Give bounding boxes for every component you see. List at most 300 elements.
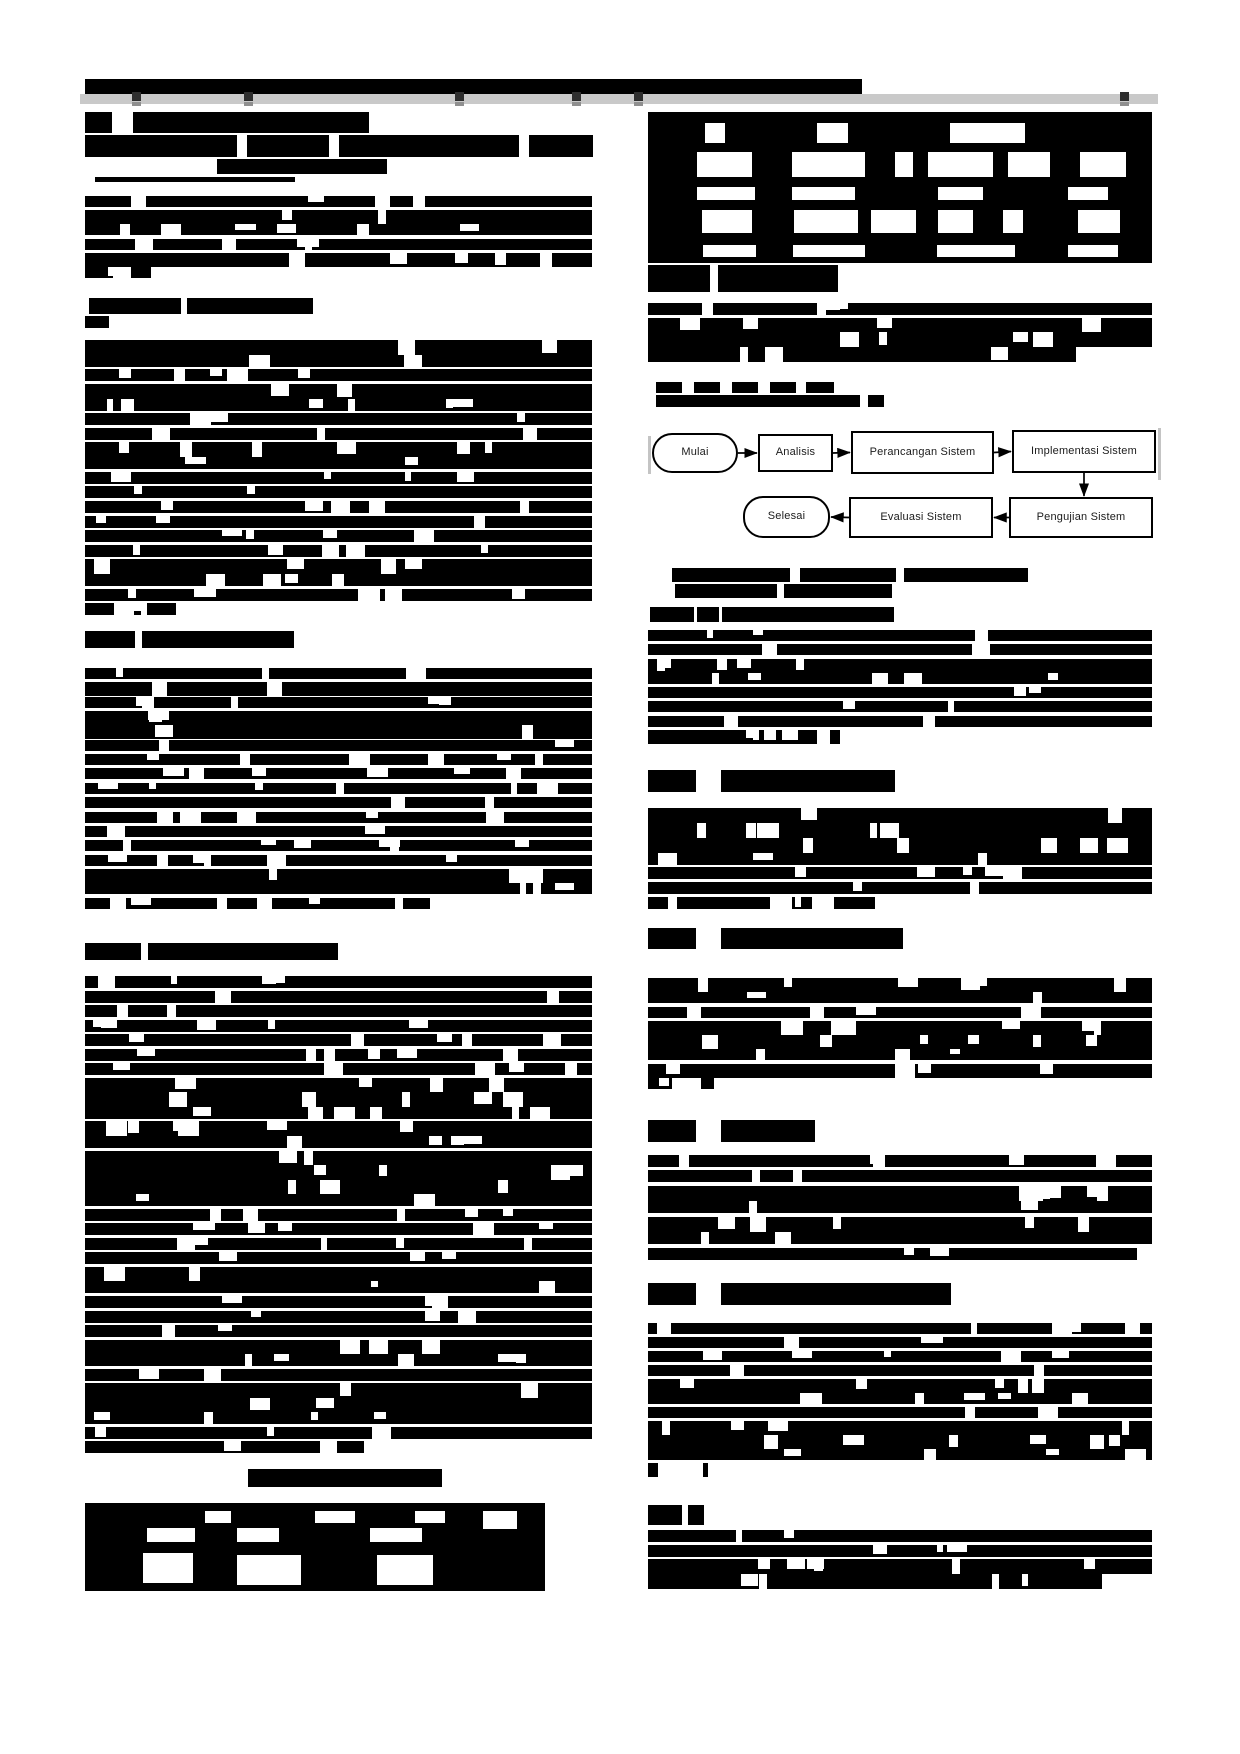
redaction-word-gap [197,1020,216,1030]
redaction-word-gap [252,768,266,776]
redaction-word-gap [348,399,355,411]
redaction-word-gap [327,545,337,557]
redaction-line-left [85,826,592,837]
redaction-word-gap [267,682,282,696]
redaction-word-gap [537,783,559,794]
redaction-word-gap [104,1267,126,1282]
redaction-word-gap [757,823,779,838]
redaction-word-gap [108,855,127,862]
redaction-word-gap [169,1092,186,1107]
redaction-line-left [85,1427,592,1439]
redaction-line-right [648,1201,1152,1213]
redaction-bar-right [732,382,758,393]
redaction-word-gap [972,644,991,655]
redaction-word-gap [267,855,285,866]
redaction-line-left [85,668,592,679]
redaction-bar-right [770,382,796,393]
redaction-word-gap [442,1252,456,1259]
redaction-word-gap [1125,1323,1140,1334]
redaction-line-right [648,730,840,744]
redaction-word-gap [741,1574,757,1586]
redaction-word-gap [246,530,254,539]
redaction-word-gap [405,457,418,465]
redaction-word-gap [856,1379,866,1389]
redaction-word-gap [506,768,521,779]
redaction-word-gap [666,1064,680,1074]
redaction-line-right [648,659,1152,673]
redaction-word-gap [152,428,170,440]
redaction-word-gap [222,1296,242,1303]
redaction-line-right [648,1021,1152,1035]
redaction-table-cell-gap [950,123,1025,143]
redaction-word-gap [963,867,972,875]
redaction-line-right [648,1007,1152,1018]
redaction-bar-right [868,395,884,407]
redaction-word-gap [697,823,706,838]
redaction-word-gap [157,855,168,866]
redaction-word-gap [357,224,369,235]
redaction-word-gap [895,1064,915,1078]
redaction-word-gap [131,196,146,207]
redaction-line-left [85,516,592,528]
redaction-line-right [648,838,1152,853]
redaction-word-gap [775,1232,792,1244]
redaction-word-gap [432,1296,448,1308]
redaction-word-gap [437,1034,451,1042]
redaction-word-gap [180,442,192,457]
redaction-line-right [648,978,1152,992]
redaction-word-gap [489,1078,505,1093]
redaction-line-left [85,1281,592,1293]
redaction-word-gap [853,882,862,891]
redaction-line-left [85,898,430,909]
redaction-line-right [648,867,1152,879]
flowchart-arrow-perancangan-to-implementasi [994,452,1011,453]
redaction-word-gap [336,783,344,794]
redaction-line-left [85,224,592,235]
redaction-word-gap [1096,1155,1116,1167]
redaction-word-gap [1003,867,1022,879]
redaction-word-gap [378,210,386,224]
redaction-word-gap [498,1180,508,1193]
redaction-table-cell-gap [483,1511,517,1529]
redaction-word-gap [381,559,396,574]
redaction-line-left [85,976,592,988]
redaction-word-gap [194,589,216,597]
redaction-word-gap [193,1107,211,1116]
redaction-line-right [648,1078,714,1089]
redaction-word-gap [178,1121,199,1136]
redaction-line-left [85,1354,592,1366]
redaction-table-cell-gap [702,210,752,233]
redaction-word-gap [390,840,399,851]
redaction-word-gap [262,668,269,679]
flowchart-node-selesai: Selesai [743,496,830,538]
redaction-word-gap [235,224,257,230]
redaction-word-gap [971,1323,978,1334]
redaction-table-cell-gap [705,123,725,143]
redaction-word-gap [764,730,776,740]
redaction-word-gap [174,369,185,381]
redaction-word-gap [782,730,797,740]
redaction-word-gap [321,1238,328,1250]
redaction-word-gap [309,898,320,904]
redaction-word-gap [753,730,760,740]
redaction-word-gap [251,1311,261,1317]
redaction-word-gap [703,1351,722,1360]
redaction-word-gap [113,267,121,278]
redaction-word-gap [747,992,766,998]
redaction-word-gap [430,1078,443,1093]
scan-frame-line [1158,428,1161,480]
redaction-word-gap [792,1351,812,1358]
redaction-word-gap [1080,838,1098,853]
redaction-word-gap [148,711,169,720]
redaction-word-gap [702,303,713,315]
redaction-word-gap [540,253,552,267]
redaction-line-left [85,340,592,355]
redaction-word-gap [497,754,512,760]
redaction-word-gap [131,898,151,905]
redaction-word-gap [1114,978,1126,992]
redaction-word-gap [98,783,117,789]
redaction-word-gap [796,659,804,670]
redaction-word-gap [975,630,988,641]
redaction-word-gap [795,897,801,907]
redaction-word-gap [877,318,892,328]
redaction-word-gap [454,768,470,774]
redaction-word-gap [135,239,153,250]
redaction-line-right [648,1217,1152,1232]
redaction-word-gap [495,253,507,265]
redaction-word-gap [413,196,426,207]
redaction-word-gap [481,545,488,553]
redaction-word-gap [895,1049,910,1060]
redaction-line-left [85,355,592,367]
redaction-line-left [85,384,592,399]
redaction-table-cell-gap [697,187,755,200]
redaction-word-gap [512,1107,520,1119]
redaction-word-gap [712,673,719,684]
redaction-line-right [648,303,1152,315]
redaction-table-cell-gap [377,1555,433,1585]
redaction-bar-left [85,631,135,648]
redaction-word-gap [271,384,288,396]
redaction-word-gap [930,1248,949,1256]
redaction-table-cell-gap [415,1511,445,1523]
redaction-word-gap [978,853,987,865]
redaction-word-gap [395,898,403,909]
redaction-word-gap [1033,992,1042,1003]
redaction-line-left [85,1252,592,1264]
redaction-bar-left [248,1469,442,1487]
redaction-word-gap [252,442,262,457]
redaction-word-gap [119,442,129,453]
redaction-bar-right [688,1505,704,1525]
redaction-word-gap [516,1354,525,1363]
redaction-bar-right [722,607,894,622]
redaction-word-gap [701,1232,708,1244]
redaction-word-gap [305,501,322,511]
redaction-word-gap [1086,1035,1097,1046]
redaction-word-gap [682,1078,699,1089]
redaction-word-gap [522,869,543,883]
redaction-word-gap [523,428,538,440]
redaction-word-gap [768,1421,788,1431]
redaction-word-gap [129,1034,144,1042]
redaction-word-gap [535,754,543,765]
toolbar-mark-icon [572,92,581,101]
redaction-word-gap [308,196,324,202]
redaction-word-gap [658,853,676,865]
redaction-word-gap [193,855,205,863]
redaction-line-right [648,1232,1152,1244]
redaction-word-gap [161,224,181,235]
redaction-line-right [648,808,1152,823]
redaction-word-gap [337,442,356,454]
redaction-word-gap [924,1449,936,1460]
redaction-line-left [85,1121,592,1136]
redaction-line-left [85,369,592,381]
redaction-bar-right [648,1120,696,1142]
redaction-word-gap [680,1379,694,1388]
redaction-line-left [85,768,592,779]
redaction-line-left [85,711,592,725]
redaction-word-gap [95,1427,106,1437]
redaction-word-gap [457,442,470,454]
redaction-word-gap [320,1441,338,1453]
redaction-word-gap [400,1121,413,1132]
redaction-word-gap [1040,1064,1053,1074]
redaction-line-right [648,1530,1152,1542]
redaction-word-gap [812,897,834,909]
redaction-word-gap [171,976,177,984]
redaction-line-left [85,253,592,267]
redaction-word-gap [873,1155,885,1167]
redaction-word-gap [724,716,738,727]
redaction-word-gap [1032,1379,1045,1393]
redaction-table-cell-gap [237,1555,301,1585]
toolbar-mark-shadow [634,102,643,106]
redaction-word-gap [817,730,830,744]
redaction-word-gap [753,853,774,860]
redaction-line-left [85,1398,592,1413]
redaction-word-gap [274,1354,289,1361]
redaction-word-gap [406,668,426,679]
redaction-bar-left [142,631,294,648]
redaction-line-left [85,589,592,601]
redaction-word-gap [149,783,156,789]
redaction-word-gap [533,883,541,894]
redaction-word-gap [204,855,210,866]
redaction-word-gap [390,253,406,264]
redaction-word-gap [306,1049,316,1061]
redaction-line-left [85,1325,592,1337]
redaction-word-gap [133,545,140,555]
redaction-word-gap [530,1107,550,1119]
redaction-bar-right [648,1283,696,1305]
redaction-word-gap [217,898,227,909]
redaction-word-gap [659,1078,668,1086]
redaction-line-left [85,442,592,457]
redaction-word-gap [405,559,422,569]
redaction-bar-right [721,928,903,949]
redaction-word-gap [369,501,385,513]
redaction-word-gap [555,740,574,747]
redaction-word-gap [255,783,263,790]
redaction-word-gap [287,559,304,569]
redaction-word-gap [157,812,165,823]
redaction-bar-left [85,943,141,960]
redaction-line-right [648,1186,1152,1201]
redaction-word-gap [1034,1365,1044,1376]
redaction-word-gap [679,1155,689,1167]
redaction-line-left [85,1020,592,1032]
redaction-word-gap [762,644,777,655]
redaction-word-gap [240,754,249,765]
redaction-word-gap [915,1393,923,1404]
redaction-line-left [85,991,592,1003]
redaction-line-left [85,1441,364,1453]
redaction-bar-right [784,584,892,598]
redaction-line-left [85,1311,592,1323]
redaction-line-left [85,797,592,808]
redaction-word-gap [137,1049,155,1056]
redaction-line-right [648,1248,1137,1260]
redaction-line-left [85,413,592,425]
redaction-table-cell-gap [237,1528,279,1542]
redaction-line-left [85,1165,592,1180]
redaction-word-gap [332,574,343,586]
redaction-line-right [648,1351,1152,1362]
redaction-line-right [648,1049,1152,1060]
redaction-word-gap [180,812,201,823]
redaction-line-left [85,210,592,224]
redaction-line-right [648,701,1152,712]
redaction-bar-right [648,112,1152,121]
redaction-line-left [85,239,592,250]
redaction-word-gap [391,589,402,601]
redaction-word-gap [503,1092,523,1107]
redaction-word-gap [114,603,134,615]
redaction-line-left [85,1136,592,1148]
flowchart-arrow-evaluasi-to-selesai [831,517,849,518]
redaction-word-gap [396,1238,404,1248]
redaction-word-gap [204,1412,213,1424]
redaction-word-gap [995,1379,1004,1388]
toolbar-mark-icon [132,92,141,101]
redaction-word-gap [402,1092,409,1107]
redaction-word-gap [287,1136,301,1148]
redaction-table-cell-gap [937,245,1015,257]
redaction-line-right [648,1574,1102,1589]
redaction-word-gap [451,1136,464,1145]
redaction-word-gap [793,1170,801,1182]
toolbar-mark-shadow [244,102,253,106]
redaction-word-gap [340,1383,351,1396]
redaction-word-gap [707,630,713,638]
redaction-bar-right [904,568,1028,582]
redaction-line-right [648,1407,1152,1418]
redaction-word-gap [948,701,954,712]
redaction-word-gap [414,1194,435,1206]
redaction-word-gap [297,239,319,247]
redaction-word-gap [753,630,763,635]
redaction-word-gap [511,783,518,794]
redaction-table-cell-gap [794,210,858,233]
redaction-word-gap [446,855,457,862]
redaction-word-gap [139,1369,158,1379]
redaction-word-gap [561,1165,583,1176]
redaction-word-gap [316,1398,334,1408]
redaction-table-cell-gap [205,1511,231,1523]
redaction-bar-left [529,135,593,157]
redaction-word-gap [718,1217,735,1229]
redaction-word-gap [288,1180,296,1195]
redaction-word-gap [156,516,170,523]
redaction-word-gap [498,1354,515,1362]
redaction-word-gap [314,1165,326,1175]
redaction-line-left [85,1267,592,1282]
redaction-word-gap [1021,1007,1041,1018]
redaction-word-gap [812,1393,823,1404]
redaction-word-gap [267,1121,287,1130]
redaction-word-gap [304,1151,313,1166]
redaction-word-gap [320,1180,340,1195]
redaction-word-gap [133,603,142,611]
redaction-line-left [85,1092,592,1107]
redaction-word-gap [324,1049,335,1061]
redaction-word-gap [717,659,728,670]
redaction-line-left [85,1063,592,1075]
redaction-word-gap [128,589,137,598]
redaction-line-right [648,1155,1152,1167]
redaction-bar-right [648,265,710,292]
redaction-bar-left [85,112,112,133]
redaction-word-gap [1030,1435,1046,1444]
redaction-word-gap [375,196,391,207]
redaction-line-left [85,1412,592,1424]
redaction-word-gap [917,867,935,877]
redaction-word-gap [784,978,792,987]
redaction-word-gap [107,399,113,411]
redaction-line-left [85,486,592,498]
redaction-line-left [85,399,592,411]
redaction-line-left [85,1049,592,1061]
redaction-word-gap [340,1340,360,1355]
redaction-word-gap [820,1035,832,1047]
redaction-word-gap [970,882,979,894]
redaction-line-left [85,840,592,851]
redaction-line-right [648,853,1152,865]
redaction-bar-right [721,1283,951,1305]
redaction-word-gap [397,1209,405,1221]
redaction-word-gap [404,355,422,367]
redaction-table-cell-gap [792,187,855,200]
redaction-word-gap [455,253,468,263]
redaction-word-gap [279,1151,297,1163]
redaction-line-left [85,1369,592,1381]
redaction-word-gap [457,472,474,482]
redaction-table-cell-gap [871,210,916,233]
redaction-word-gap [429,1136,442,1145]
redaction-word-gap [311,1412,317,1420]
redaction-word-gap [120,224,130,235]
redaction-word-gap [765,347,783,362]
toolbar-strip [80,94,1158,104]
redaction-line-right [648,1064,1152,1078]
redaction-word-gap [231,697,238,708]
